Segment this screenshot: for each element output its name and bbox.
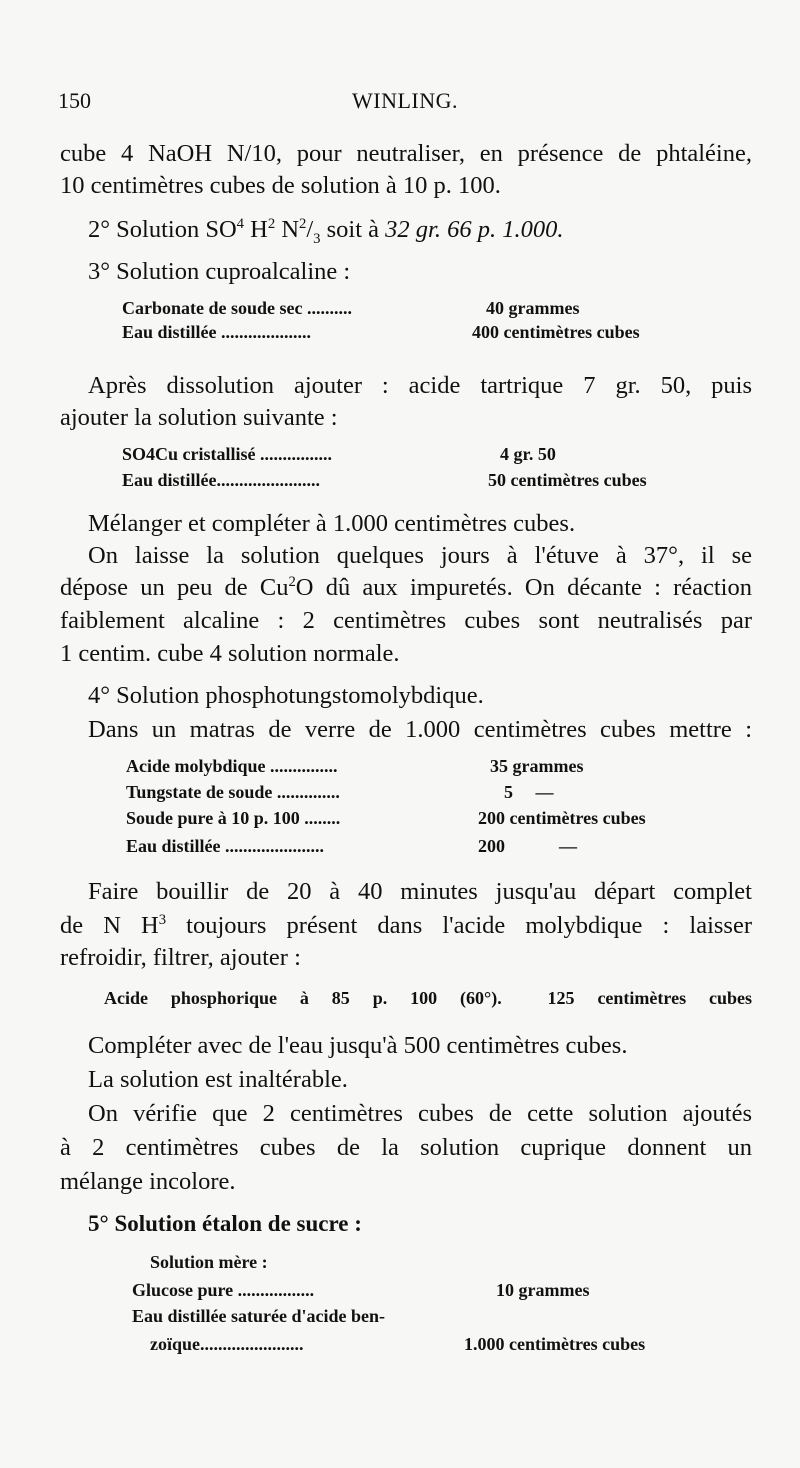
- reagent-label: Carbonate de soude sec ..........: [122, 298, 352, 318]
- text-line: à 2 centimètres cubes de la solution cuprique donnent un: [60, 1134, 752, 1161]
- reagent-value: 40 grammes: [486, 298, 580, 318]
- reagent-label: Eau distillée ....................: [122, 322, 312, 342]
- reagent-value: 400 centimètres cubes: [472, 322, 640, 342]
- reagent-value: 10 grammes: [496, 1280, 590, 1300]
- section-5-heading: 5° Solution étalon de sucre :: [88, 1211, 362, 1236]
- reagent-label: Glucose pure .................: [132, 1280, 315, 1300]
- reagent-label: SO4Cu cristallisé ................: [122, 444, 332, 464]
- text-line: On vérifie que 2 centimètres cubes de cette solution ajoutés: [88, 1100, 752, 1127]
- text-line: dépose un peu de Cu$^2$O dû aux impuretés. On décante : réaction: [60, 573, 752, 601]
- reagent-row: Acide phosphorique à 85 p. 100 (60°). 125 centimètres cubes: [104, 988, 752, 1008]
- reagent-value: 5 —: [504, 782, 554, 802]
- reagent-label: Tungstate de soude ..............: [126, 782, 340, 802]
- page-number: 150: [58, 88, 91, 113]
- reagent-label: Eau distillée.......................: [122, 470, 321, 490]
- reagent-value: 35 grammes: [490, 756, 584, 776]
- text-line: 1 centim. cube 4 solution normale.: [60, 640, 400, 667]
- reagent-value: 200 centimètres cubes: [478, 808, 646, 828]
- text-line: mélange incolore.: [60, 1168, 236, 1195]
- section-4-heading: 4° Solution phosphotungstomolybdique.: [88, 682, 484, 709]
- reagent-value: 4 gr. 50: [500, 444, 556, 464]
- reagent-label: Eau distillée ......................: [126, 836, 325, 856]
- reagent-label: Eau distillée saturée d'acide ben-: [132, 1306, 385, 1326]
- running-header: [58, 84, 752, 120]
- reagent-value: 1.000 centimètres cubes: [464, 1334, 646, 1354]
- text-line: La solution est inaltérable.: [88, 1066, 348, 1093]
- text-line: 10 centimètres cubes de solution à 10 p. 100.: [60, 172, 501, 199]
- text-line: Mélanger et compléter à 1.000 centimètres cubes.: [88, 510, 576, 537]
- text-line: faiblement alcaline : 2 centimètres cubes sont neutralisés par: [60, 607, 752, 634]
- reagent-label: Soude pure à 10 p. 100 ........: [126, 808, 341, 828]
- section-2-heading: 2° Solution $SO^4$ $H^2$ $N^2/_3$ soit à 32 gr. 66 p. 1.000.: [88, 215, 564, 247]
- text-line: On laisse la solution quelques jours à l'étuve à 37°, il se: [88, 542, 752, 569]
- text-line: Faire bouillir de 20 à 40 minutes jusqu'au départ complet: [88, 878, 752, 905]
- reagent-value: 50 centimètres cubes: [488, 470, 647, 490]
- text-line: de N $H^3$ toujours présent dans l'acide molybdique : laisser: [60, 911, 752, 939]
- reagent-label: zoïque.......................: [150, 1334, 304, 1354]
- stock-solution-heading: Solution mère :: [150, 1252, 268, 1272]
- reagent-value: 200 —: [478, 836, 577, 856]
- text-line: cube 4 NaOH N/10, pour neutraliser, en présence de phtaléine,: [60, 140, 752, 167]
- text-line: Compléter avec de l'eau jusqu'à 500 centimètres cubes.: [88, 1032, 628, 1059]
- text-line: ajouter la solution suivante :: [60, 404, 338, 431]
- section-3-heading: 3° Solution cuproalcaline :: [88, 258, 351, 285]
- text-line: refroidir, filtrer, ajouter :: [60, 944, 301, 971]
- text-line: Après dissolution ajouter : acide tartrique 7 gr. 50, puis: [88, 372, 752, 399]
- text-line: Dans un matras de verre de 1.000 centimètres cubes mettre :: [88, 716, 752, 743]
- running-title: WINLING.: [351, 88, 459, 113]
- reagent-label: Acide molybdique ...............: [126, 756, 338, 776]
